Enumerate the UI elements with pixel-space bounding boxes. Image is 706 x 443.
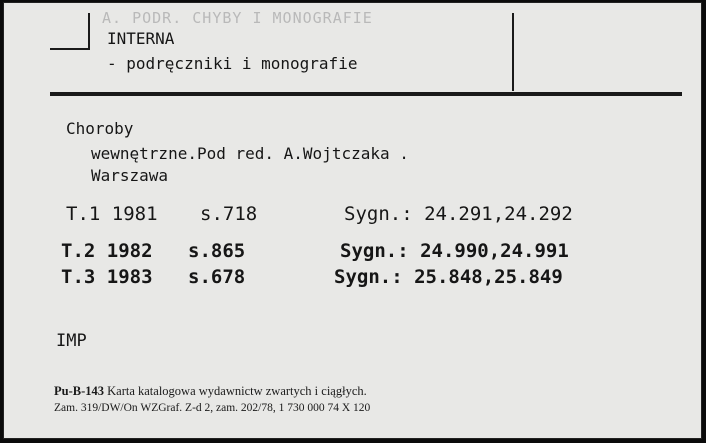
volume-3-signature: Sygn.: 25.848,25.849: [334, 266, 563, 288]
header-bottom-rule: [50, 92, 682, 96]
volume-2-pages: s.865: [188, 240, 246, 262]
form-description: Karta katalogowa wydawnictw zwartych i ciągłych.: [107, 384, 367, 398]
volume-1-pages: s.718: [200, 203, 258, 225]
header-left-vertical-rule: [88, 13, 90, 50]
subcategory-heading: - podręczniki i monografie: [107, 54, 358, 73]
title-line-3: Warszawa: [91, 166, 169, 185]
imp-mark: IMP: [56, 331, 87, 351]
category-heading: INTERNA: [107, 29, 175, 48]
title-line-1: Choroby: [66, 119, 134, 138]
header-left-short-rule: [50, 48, 88, 50]
volume-2-signature: Sygn.: 24.990,24.991: [340, 240, 569, 262]
volume-1: T.1 1981: [66, 203, 158, 225]
catalog-card: [3, 2, 702, 439]
footer-line-1: [54, 384, 367, 399]
header-right-vertical-rule: [512, 13, 514, 91]
form-code: Pu-B-143: [54, 384, 104, 398]
footer-line-2: Zam. 319/DW/On WZGraf. Z-d 2, zam. 202/78, 1 730 000 74 X 120: [54, 402, 371, 414]
volume-3-pages: s.678: [188, 266, 246, 288]
volume-1-signature: Sygn.: 24.291,24.292: [344, 203, 573, 225]
title-line-2: wewnętrzne.Pod red. A.Wojtczaka .: [91, 144, 409, 163]
volume-3: T.3 1983: [61, 266, 153, 288]
faded-header-text: A. PODR. CHYBY I MONOGRAFIE: [102, 9, 373, 27]
volume-2: T.2 1982: [61, 240, 153, 262]
